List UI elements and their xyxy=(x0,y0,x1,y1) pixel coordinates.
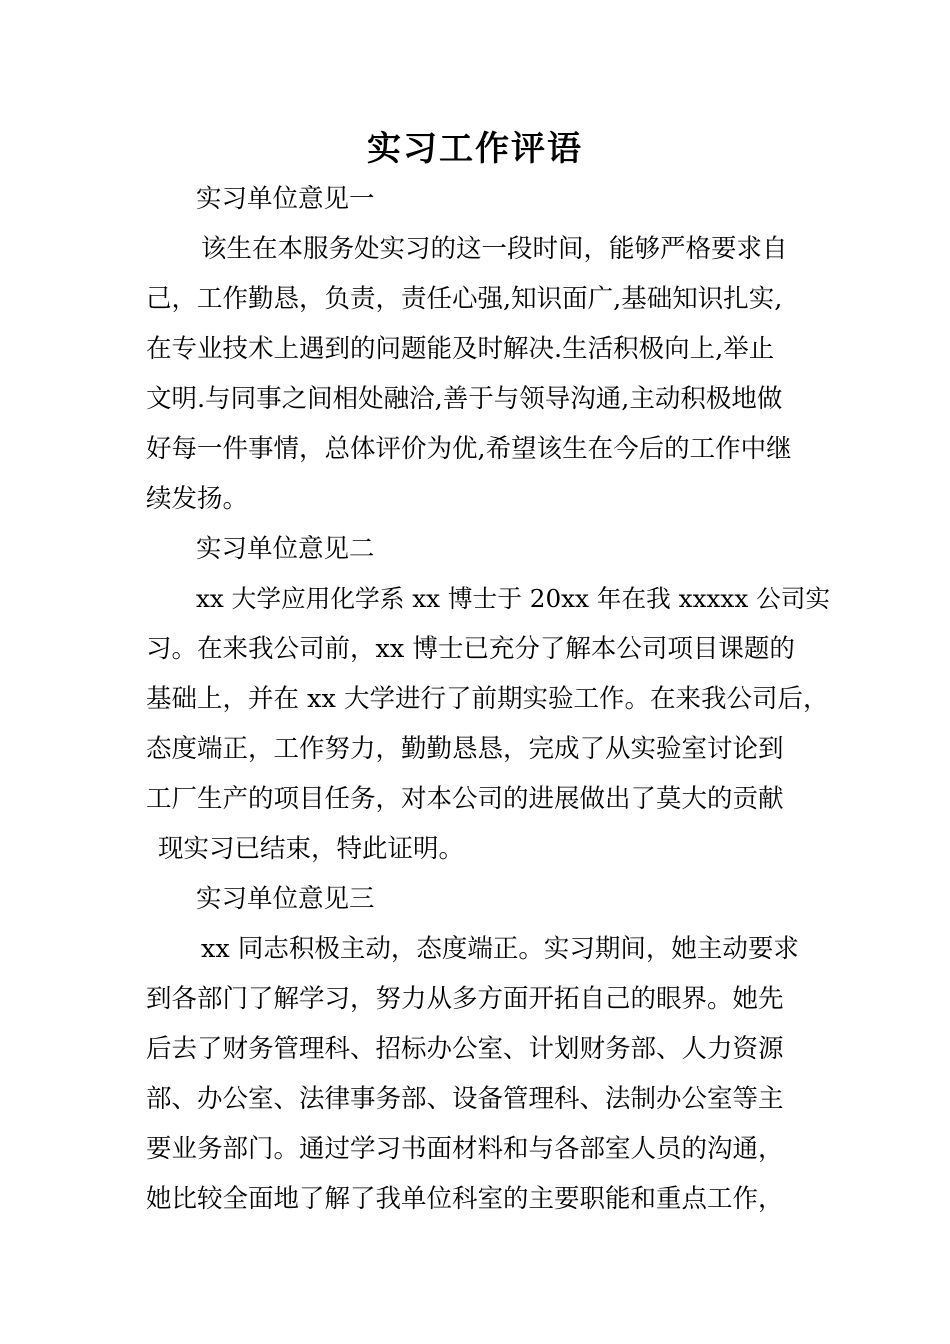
document-title: 实习工作评语 xyxy=(367,129,583,169)
document-page: 实习工作评语 实习单位意见一 该生在本服务处实习的这一段时间，能够严格要求自 己，工作勤恳，负责，责任心强,知识面广,基础知识扎实, 在专业技术上遇到的问题能及时解决.生活积极向上,举止 文明.与同事之间相处融洽,善于与领导沟通,主动积极地做 好每一件事情，总体评价为优,希望该生在今后的工作中继 续发扬。 实习单位意见二 xx 大学应用化学系 xx 博士于 20xx 年在我 xxxxx 公司实 习。在来我公司前，xx 博士已充分了解本公司项目课题的 基础上，并在 xx 大学进行了前期实验工作。在来我公司后， 态度端正，工作努力，勤勤恳恳，完成了从实验室讨论到 工厂生产的项目任务，对本公司的进展做出了莫大的贡献 现实习已结束，特此证明。 实习单位意见三 xx 同志积极主动，态度端正。实习期间，她主动要求 到各部门了解学习，努力从多方面开拓自己的眼界。她先 后去了财务管理科、招标办公室、计划财务部、人力资源 部、办公室、法律事务部、设备管理科、法制办公室等主 要业务部门。通过学习书面材料和与各部室人员的沟通， 她比较全面地了解了我单位科室的主要职能和重点工作， xyxy=(0,0,950,1344)
